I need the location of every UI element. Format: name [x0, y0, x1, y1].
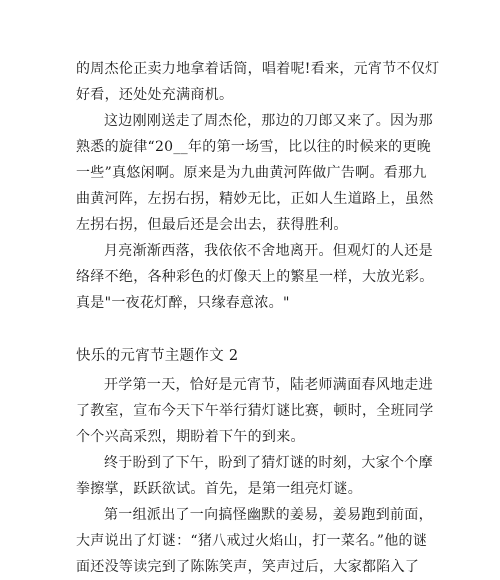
paragraph-6-line-1: 第一组派出了一向搞怪幽默的姜易，姜易跑到前面， [104, 507, 433, 523]
paragraph-1-line-1: 的周杰伦正卖力地拿着话筒，唱着呢!看来，元宵节不仅灯 [76, 61, 440, 77]
document-body-top [76, 56, 440, 316]
document-body-bottom [76, 372, 436, 580]
paragraph-6-line-3: 面还没等读完到了陈陈笑声，笑声过后，大家都陷入了 [76, 559, 420, 575]
paragraph-4-line-2: 了教室，宣布今天下午举行猜灯谜比赛，顿时，全班同学 [76, 403, 434, 419]
section-heading-wrapper [76, 343, 436, 369]
paragraph-2-line-4: 曲黄河阵，左拐右拐，精妙无比，正如人生道路上，虽然 [76, 191, 434, 207]
paragraph-6-line-2: 大声说出了灯谜：“猪八戒过火焰山，打一菜名。”他的谜 [76, 533, 428, 549]
paragraph-3-line-3: 真是"一夜花灯醉，只缘春意浓。" [76, 295, 290, 311]
paragraph-4-line-1: 开学第一天，恰好是元宵节，陆老师满面春风地走进 [104, 377, 433, 393]
section-title: 快乐的元宵节主题作文 2 [76, 348, 239, 364]
paragraph-2-line-5: 左拐右拐，但最后还是会出去，获得胜利。 [76, 217, 348, 233]
paragraph-3-line-1: 月亮渐渐西落，我依依不舍地离开。但观灯的人还是 [104, 243, 433, 259]
paragraph-2-line-3: 一些”真悠闲啊。原来是为九曲黄河阵做广告啊。看那九 [76, 165, 427, 181]
paragraph-4-line-3: 个个兴高采烈，期盼着下午的到来。 [76, 429, 305, 445]
paragraph-5-line-1: 终于盼到了下午，盼到了猜灯谜的时刻，大家个个摩 [104, 455, 433, 471]
paragraph-2-line-2: 熟悉的旋律“20__年的第一场雪，比以往的时候来的更晚 [76, 139, 432, 155]
paragraph-2-line-1: 这边刚刚送走了周杰伦，那边的刀郎又来了。因为那 [104, 113, 433, 129]
paragraph-5-line-2: 拳擦掌，跃跃欲试。首先，是第一组亮灯谜。 [76, 481, 362, 497]
paragraph-1-line-2: 好看，还处处充满商机。 [76, 87, 234, 103]
paragraph-3-line-2: 络绎不绝，各种彩色的灯像天上的繁星一样，大放光彩。 [76, 269, 434, 285]
